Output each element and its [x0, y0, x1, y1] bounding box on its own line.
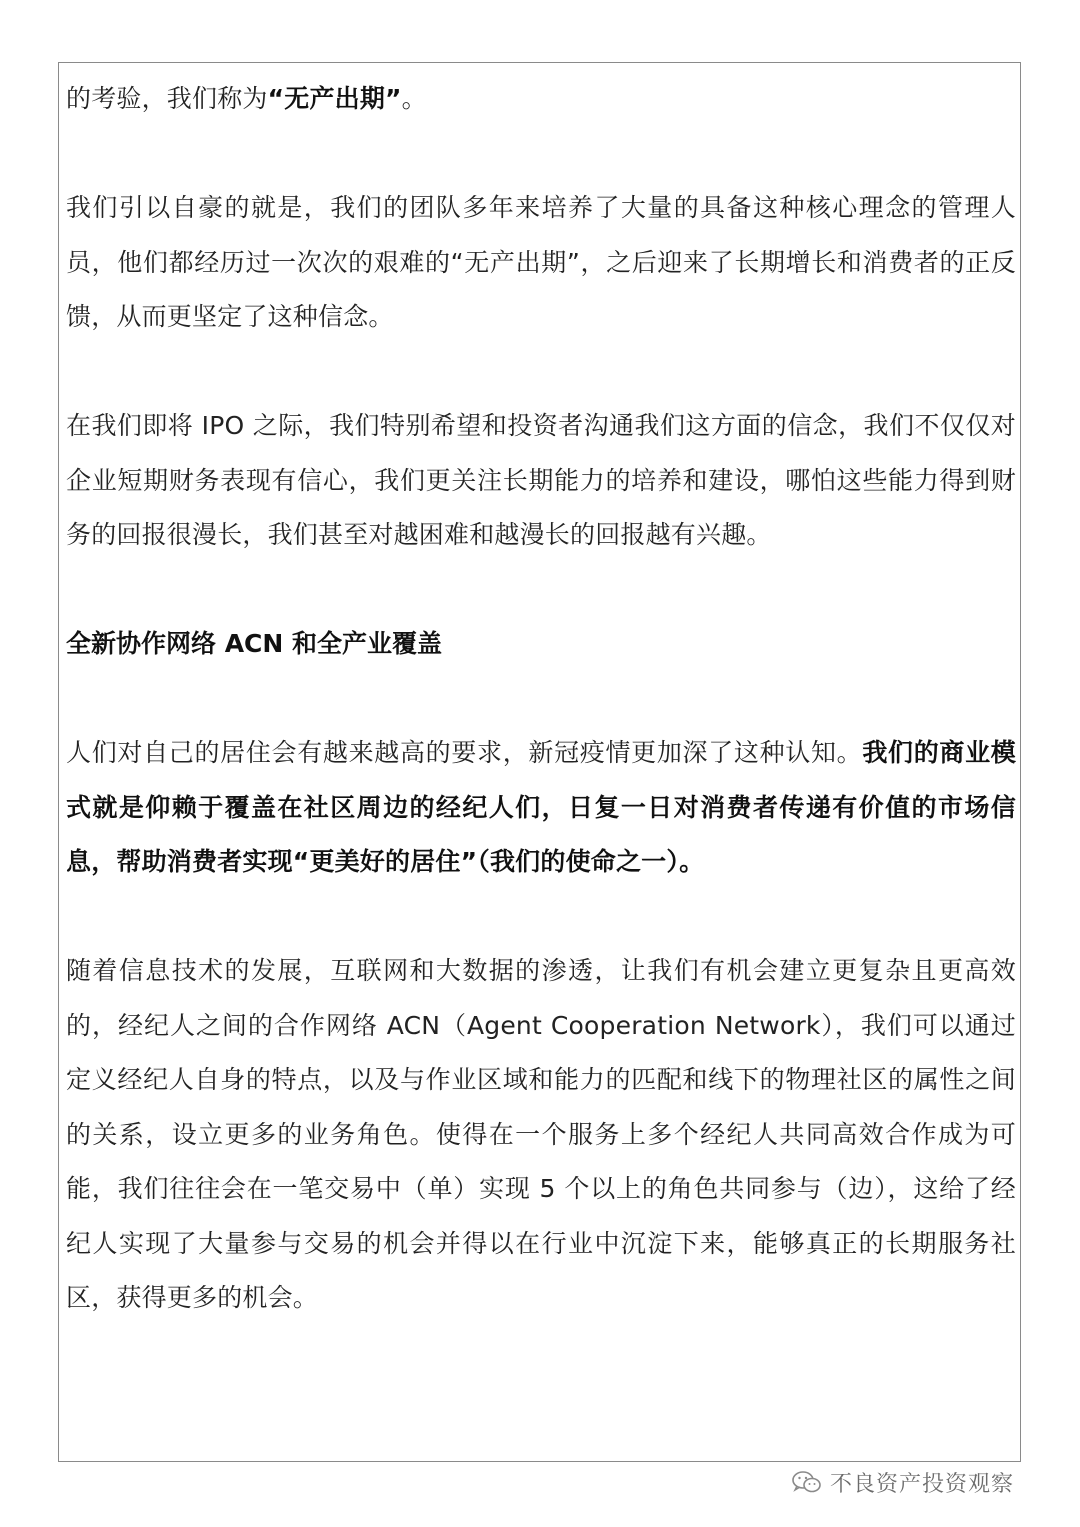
paragraph-1: [66, 72, 1016, 127]
paragraph-3: 在我们即将 IPO 之际，我们特别希望和投资者沟通我们这方面的信念，我们不仅仅对企业短期财务表现有信心，我们更关注长期能力的培养和建设，哪怕这些能力得到财务的回报很漫长，我们甚至对越困难和越漫长的回报越有兴趣。: [66, 411, 1016, 549]
document-body: [66, 72, 1016, 1326]
paragraph-4-bold: 我们的商业模式就是仰赖于覆盖在社区周边的经纪人们，日复一日对消费者传递有价值的市场信息，帮助消费者实现“更美好的居住”（我们的使命之一）。: [66, 738, 1017, 876]
paragraph-gap: [66, 890, 1016, 945]
paragraph-gap: [66, 672, 1016, 727]
paragraph-5: 随着信息技术的发展，互联网和大数据的渗透，让我们有机会建立更复杂且更高效的，经纪人之间的合作网络 ACN（Agent Cooperation Network），我们可以通过定义经纪人自身的特点，以及与作业区域和能力的匹配和线下的物理社区的属性之间的关系，设立更多的业务角色。使得在一个服务上多个经纪人共同高效合作成为可能，我们往往会在一笔交易中（单）实现 5 个以上的角色共同参与（边），这给了经纪人实现了大量参与交易的机会并得以在行业中沉淀下来，能够真正的长期服务社区，获得更多的机会。: [66, 956, 1016, 1312]
paragraph-gap: [66, 345, 1016, 400]
paragraph-1-lead: 的考验，我们称为: [66, 84, 268, 113]
paragraph-4: [66, 726, 1016, 890]
paragraph-gap: [66, 563, 1016, 618]
paragraph-2: 我们引以自豪的就是，我们的团队多年来培养了大量的具备这种核心理念的管理人员，他们都经历过一次次的艰难的“无产出期”，之后迎来了长期增长和消费者的正反馈，从而更坚定了这种信念。: [66, 193, 1016, 331]
paragraph-gap: [66, 127, 1016, 182]
watermark-text: 不良资产投资观察: [830, 1471, 1015, 1497]
paragraph-1-bold: “无产出期”: [267, 84, 402, 113]
wechat-icon: [792, 1470, 822, 1494]
watermark: [792, 1462, 1014, 1502]
paragraph-1-tail: 。: [401, 84, 427, 113]
paragraph-4-lead: 人们对自己的居住会有越来越高的要求，新冠疫情更加深了这种认知。: [66, 738, 863, 767]
section-heading: 全新协作网络 ACN 和全产业覆盖: [66, 629, 443, 658]
